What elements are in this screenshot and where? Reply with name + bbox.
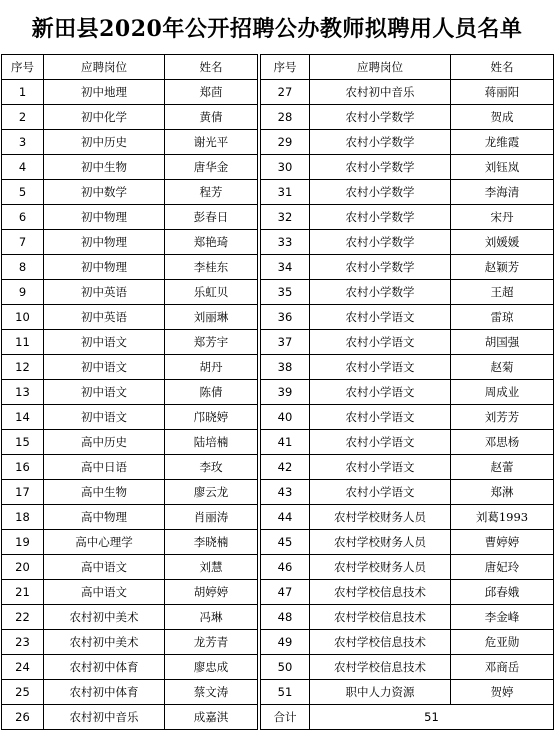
row-name: 廖云龙 <box>165 480 258 505</box>
row-no: 49 <box>261 630 310 655</box>
row-no: 39 <box>261 380 310 405</box>
row-name: 宋丹 <box>451 205 554 230</box>
row-no: 7 <box>2 230 44 255</box>
row-name: 曹婷婷 <box>451 530 554 555</box>
table-row <box>2 530 258 555</box>
row-post: 农村小学语文 <box>310 430 451 455</box>
header-no: 序号 <box>261 55 310 80</box>
row-no: 29 <box>261 130 310 155</box>
table-row <box>261 505 554 530</box>
row-no: 15 <box>2 430 44 455</box>
row-no: 43 <box>261 480 310 505</box>
table-row <box>2 430 258 455</box>
row-no: 9 <box>2 280 44 305</box>
row-name: 彭春日 <box>165 205 258 230</box>
row-no: 41 <box>261 430 310 455</box>
row-no: 19 <box>2 530 44 555</box>
table-row <box>2 255 258 280</box>
table-row <box>2 305 258 330</box>
row-post: 高中生物 <box>44 480 165 505</box>
row-post: 初中语文 <box>44 380 165 405</box>
row-post: 农村学校信息技术 <box>310 605 451 630</box>
table-row <box>261 555 554 580</box>
row-post: 农村小学数学 <box>310 130 451 155</box>
row-name: 邓思杨 <box>451 430 554 455</box>
table-row <box>261 330 554 355</box>
table-row <box>261 680 554 705</box>
row-no: 16 <box>2 455 44 480</box>
row-no: 13 <box>2 380 44 405</box>
header-name: 姓名 <box>165 55 258 80</box>
table-header-row <box>261 55 554 80</box>
row-no: 51 <box>261 680 310 705</box>
row-name: 郑茴 <box>165 80 258 105</box>
row-no: 23 <box>2 630 44 655</box>
row-name: 廖忠成 <box>165 655 258 680</box>
table-row <box>2 155 258 180</box>
header-post: 应聘岗位 <box>310 55 451 80</box>
row-no: 44 <box>261 505 310 530</box>
table-row <box>2 205 258 230</box>
row-no: 3 <box>2 130 44 155</box>
row-post: 农村小学语文 <box>310 330 451 355</box>
row-name: 刘慧 <box>165 555 258 580</box>
row-post: 初中数学 <box>44 180 165 205</box>
row-name: 邝晓婷 <box>165 405 258 430</box>
table-row <box>2 680 258 705</box>
table-row <box>261 655 554 680</box>
table-row <box>261 605 554 630</box>
row-post: 农村小学数学 <box>310 255 451 280</box>
table-row <box>2 105 258 130</box>
total-row <box>261 705 554 730</box>
table-row <box>261 305 554 330</box>
table-row <box>2 355 258 380</box>
row-post: 初中语文 <box>44 355 165 380</box>
row-post: 农村初中音乐 <box>310 80 451 105</box>
row-post: 农村初中体育 <box>44 655 165 680</box>
table-row <box>2 705 258 730</box>
row-post: 农村小学语文 <box>310 380 451 405</box>
row-name: 乐虹贝 <box>165 280 258 305</box>
table-row <box>261 530 554 555</box>
row-name: 赵菊 <box>451 355 554 380</box>
header-post: 应聘岗位 <box>44 55 165 80</box>
row-post: 农村学校信息技术 <box>310 580 451 605</box>
table-row <box>261 80 554 105</box>
row-name: 邱春娥 <box>451 580 554 605</box>
row-post: 农村小学语文 <box>310 305 451 330</box>
row-name: 谢光平 <box>165 130 258 155</box>
row-name: 刘丽琳 <box>165 305 258 330</box>
row-post: 初中英语 <box>44 305 165 330</box>
total-label: 合计 <box>261 705 310 730</box>
row-no: 8 <box>2 255 44 280</box>
row-no: 50 <box>261 655 310 680</box>
row-post: 初中物理 <box>44 230 165 255</box>
row-no: 6 <box>2 205 44 230</box>
row-post: 农村初中体育 <box>44 680 165 705</box>
table-row <box>261 630 554 655</box>
row-post: 农村小学语文 <box>310 355 451 380</box>
row-name: 成嘉淇 <box>165 705 258 730</box>
table-row <box>2 280 258 305</box>
row-name: 龙维霞 <box>451 130 554 155</box>
row-name: 胡丹 <box>165 355 258 380</box>
header-no: 序号 <box>2 55 44 80</box>
row-post: 农村小学数学 <box>310 205 451 230</box>
header-name: 姓名 <box>451 55 554 80</box>
row-post: 农村学校信息技术 <box>310 630 451 655</box>
row-no: 34 <box>261 255 310 280</box>
row-no: 4 <box>2 155 44 180</box>
row-post: 高中物理 <box>44 505 165 530</box>
row-no: 18 <box>2 505 44 530</box>
row-no: 38 <box>261 355 310 380</box>
row-no: 27 <box>261 80 310 105</box>
row-no: 37 <box>261 330 310 355</box>
table-row <box>2 130 258 155</box>
row-post: 初中语文 <box>44 330 165 355</box>
table-row <box>2 380 258 405</box>
row-name: 刘媛媛 <box>451 230 554 255</box>
table-row <box>261 205 554 230</box>
row-post: 高中语文 <box>44 555 165 580</box>
table-row <box>2 455 258 480</box>
row-name: 肖丽涛 <box>165 505 258 530</box>
row-name: 李海清 <box>451 180 554 205</box>
table-row <box>261 230 554 255</box>
left-table <box>1 54 258 730</box>
row-post: 职中人力资源 <box>310 680 451 705</box>
row-name: 赵蕾 <box>451 455 554 480</box>
row-name: 李金峰 <box>451 605 554 630</box>
row-post: 初中化学 <box>44 105 165 130</box>
row-no: 28 <box>261 105 310 130</box>
row-name: 唐华金 <box>165 155 258 180</box>
row-no: 45 <box>261 530 310 555</box>
row-name: 冯琳 <box>165 605 258 630</box>
row-no: 24 <box>2 655 44 680</box>
row-no: 36 <box>261 305 310 330</box>
row-no: 42 <box>261 455 310 480</box>
row-no: 5 <box>2 180 44 205</box>
row-name: 贺成 <box>451 105 554 130</box>
table-row <box>261 355 554 380</box>
table-row <box>261 255 554 280</box>
row-no: 10 <box>2 305 44 330</box>
total-value: 51 <box>310 705 554 730</box>
table-row <box>2 405 258 430</box>
row-post: 初中地理 <box>44 80 165 105</box>
table-row <box>2 505 258 530</box>
row-no: 11 <box>2 330 44 355</box>
row-post: 农村小学数学 <box>310 180 451 205</box>
row-name: 蔡文涛 <box>165 680 258 705</box>
row-post: 高中历史 <box>44 430 165 455</box>
table-row <box>2 330 258 355</box>
row-post: 初中物理 <box>44 205 165 230</box>
table-row <box>261 580 554 605</box>
row-name: 王超 <box>451 280 554 305</box>
row-name: 郑淋 <box>451 480 554 505</box>
row-post: 农村小学数学 <box>310 230 451 255</box>
row-name: 李桂东 <box>165 255 258 280</box>
row-no: 35 <box>261 280 310 305</box>
row-post: 农村学校财务人员 <box>310 530 451 555</box>
row-name: 赵颖芳 <box>451 255 554 280</box>
row-no: 46 <box>261 555 310 580</box>
row-no: 2 <box>2 105 44 130</box>
row-name: 刘葛1993 <box>451 505 554 530</box>
table-row <box>261 155 554 180</box>
table-header-row <box>2 55 258 80</box>
row-name: 胡国强 <box>451 330 554 355</box>
row-name: 刘钰岚 <box>451 155 554 180</box>
row-no: 48 <box>261 605 310 630</box>
row-name: 危亚勋 <box>451 630 554 655</box>
row-post: 农村学校信息技术 <box>310 655 451 680</box>
row-no: 22 <box>2 605 44 630</box>
row-name: 郑芳宇 <box>165 330 258 355</box>
table-row <box>261 180 554 205</box>
row-name: 邓商岳 <box>451 655 554 680</box>
row-name: 程芳 <box>165 180 258 205</box>
row-no: 17 <box>2 480 44 505</box>
row-name: 唐妃玲 <box>451 555 554 580</box>
row-post: 高中语文 <box>44 580 165 605</box>
row-no: 47 <box>261 580 310 605</box>
table-row <box>261 455 554 480</box>
row-post: 农村小学数学 <box>310 155 451 180</box>
row-no: 14 <box>2 405 44 430</box>
row-no: 32 <box>261 205 310 230</box>
row-no: 26 <box>2 705 44 730</box>
row-post: 农村初中美术 <box>44 605 165 630</box>
row-post: 农村学校财务人员 <box>310 555 451 580</box>
row-name: 贺婷 <box>451 680 554 705</box>
row-post: 农村小学数学 <box>310 280 451 305</box>
row-post: 农村初中音乐 <box>44 705 165 730</box>
table-row <box>2 230 258 255</box>
row-post: 农村小学语文 <box>310 480 451 505</box>
table-row <box>261 380 554 405</box>
row-no: 31 <box>261 180 310 205</box>
row-name: 胡婷婷 <box>165 580 258 605</box>
row-name: 周成业 <box>451 380 554 405</box>
row-name: 李玫 <box>165 455 258 480</box>
table-row <box>261 280 554 305</box>
table-row <box>2 630 258 655</box>
row-name: 黄倩 <box>165 105 258 130</box>
row-no: 25 <box>2 680 44 705</box>
page-title: 新田县2020年公开招聘公办教师拟聘用人员名单 <box>31 15 523 42</box>
row-post: 初中历史 <box>44 130 165 155</box>
table-row <box>2 555 258 580</box>
table-row <box>261 480 554 505</box>
table-row <box>2 655 258 680</box>
table-row <box>2 580 258 605</box>
row-name: 陈倩 <box>165 380 258 405</box>
row-no: 21 <box>2 580 44 605</box>
table-row <box>261 105 554 130</box>
row-no: 1 <box>2 80 44 105</box>
row-name: 雷琼 <box>451 305 554 330</box>
row-name: 刘芳芳 <box>451 405 554 430</box>
row-post: 初中物理 <box>44 255 165 280</box>
row-name: 郑艳琦 <box>165 230 258 255</box>
row-post: 农村小学语文 <box>310 455 451 480</box>
row-post: 农村小学数学 <box>310 105 451 130</box>
table-row <box>2 180 258 205</box>
table-row <box>2 605 258 630</box>
row-post: 农村小学语文 <box>310 405 451 430</box>
row-no: 12 <box>2 355 44 380</box>
row-post: 高中日语 <box>44 455 165 480</box>
row-name: 陆培楠 <box>165 430 258 455</box>
row-post: 农村初中美术 <box>44 630 165 655</box>
row-no: 20 <box>2 555 44 580</box>
row-name: 龙芳青 <box>165 630 258 655</box>
row-post: 初中生物 <box>44 155 165 180</box>
table-row <box>261 405 554 430</box>
row-no: 40 <box>261 405 310 430</box>
row-post: 农村学校财务人员 <box>310 505 451 530</box>
row-name: 蒋丽阳 <box>451 80 554 105</box>
table-row <box>2 80 258 105</box>
row-post: 高中心理学 <box>44 530 165 555</box>
table-row <box>2 480 258 505</box>
row-no: 30 <box>261 155 310 180</box>
table-row <box>261 130 554 155</box>
right-table <box>260 54 554 730</box>
row-name: 李晓楠 <box>165 530 258 555</box>
row-post: 初中语文 <box>44 405 165 430</box>
row-post: 初中英语 <box>44 280 165 305</box>
table-row <box>261 430 554 455</box>
row-no: 33 <box>261 230 310 255</box>
